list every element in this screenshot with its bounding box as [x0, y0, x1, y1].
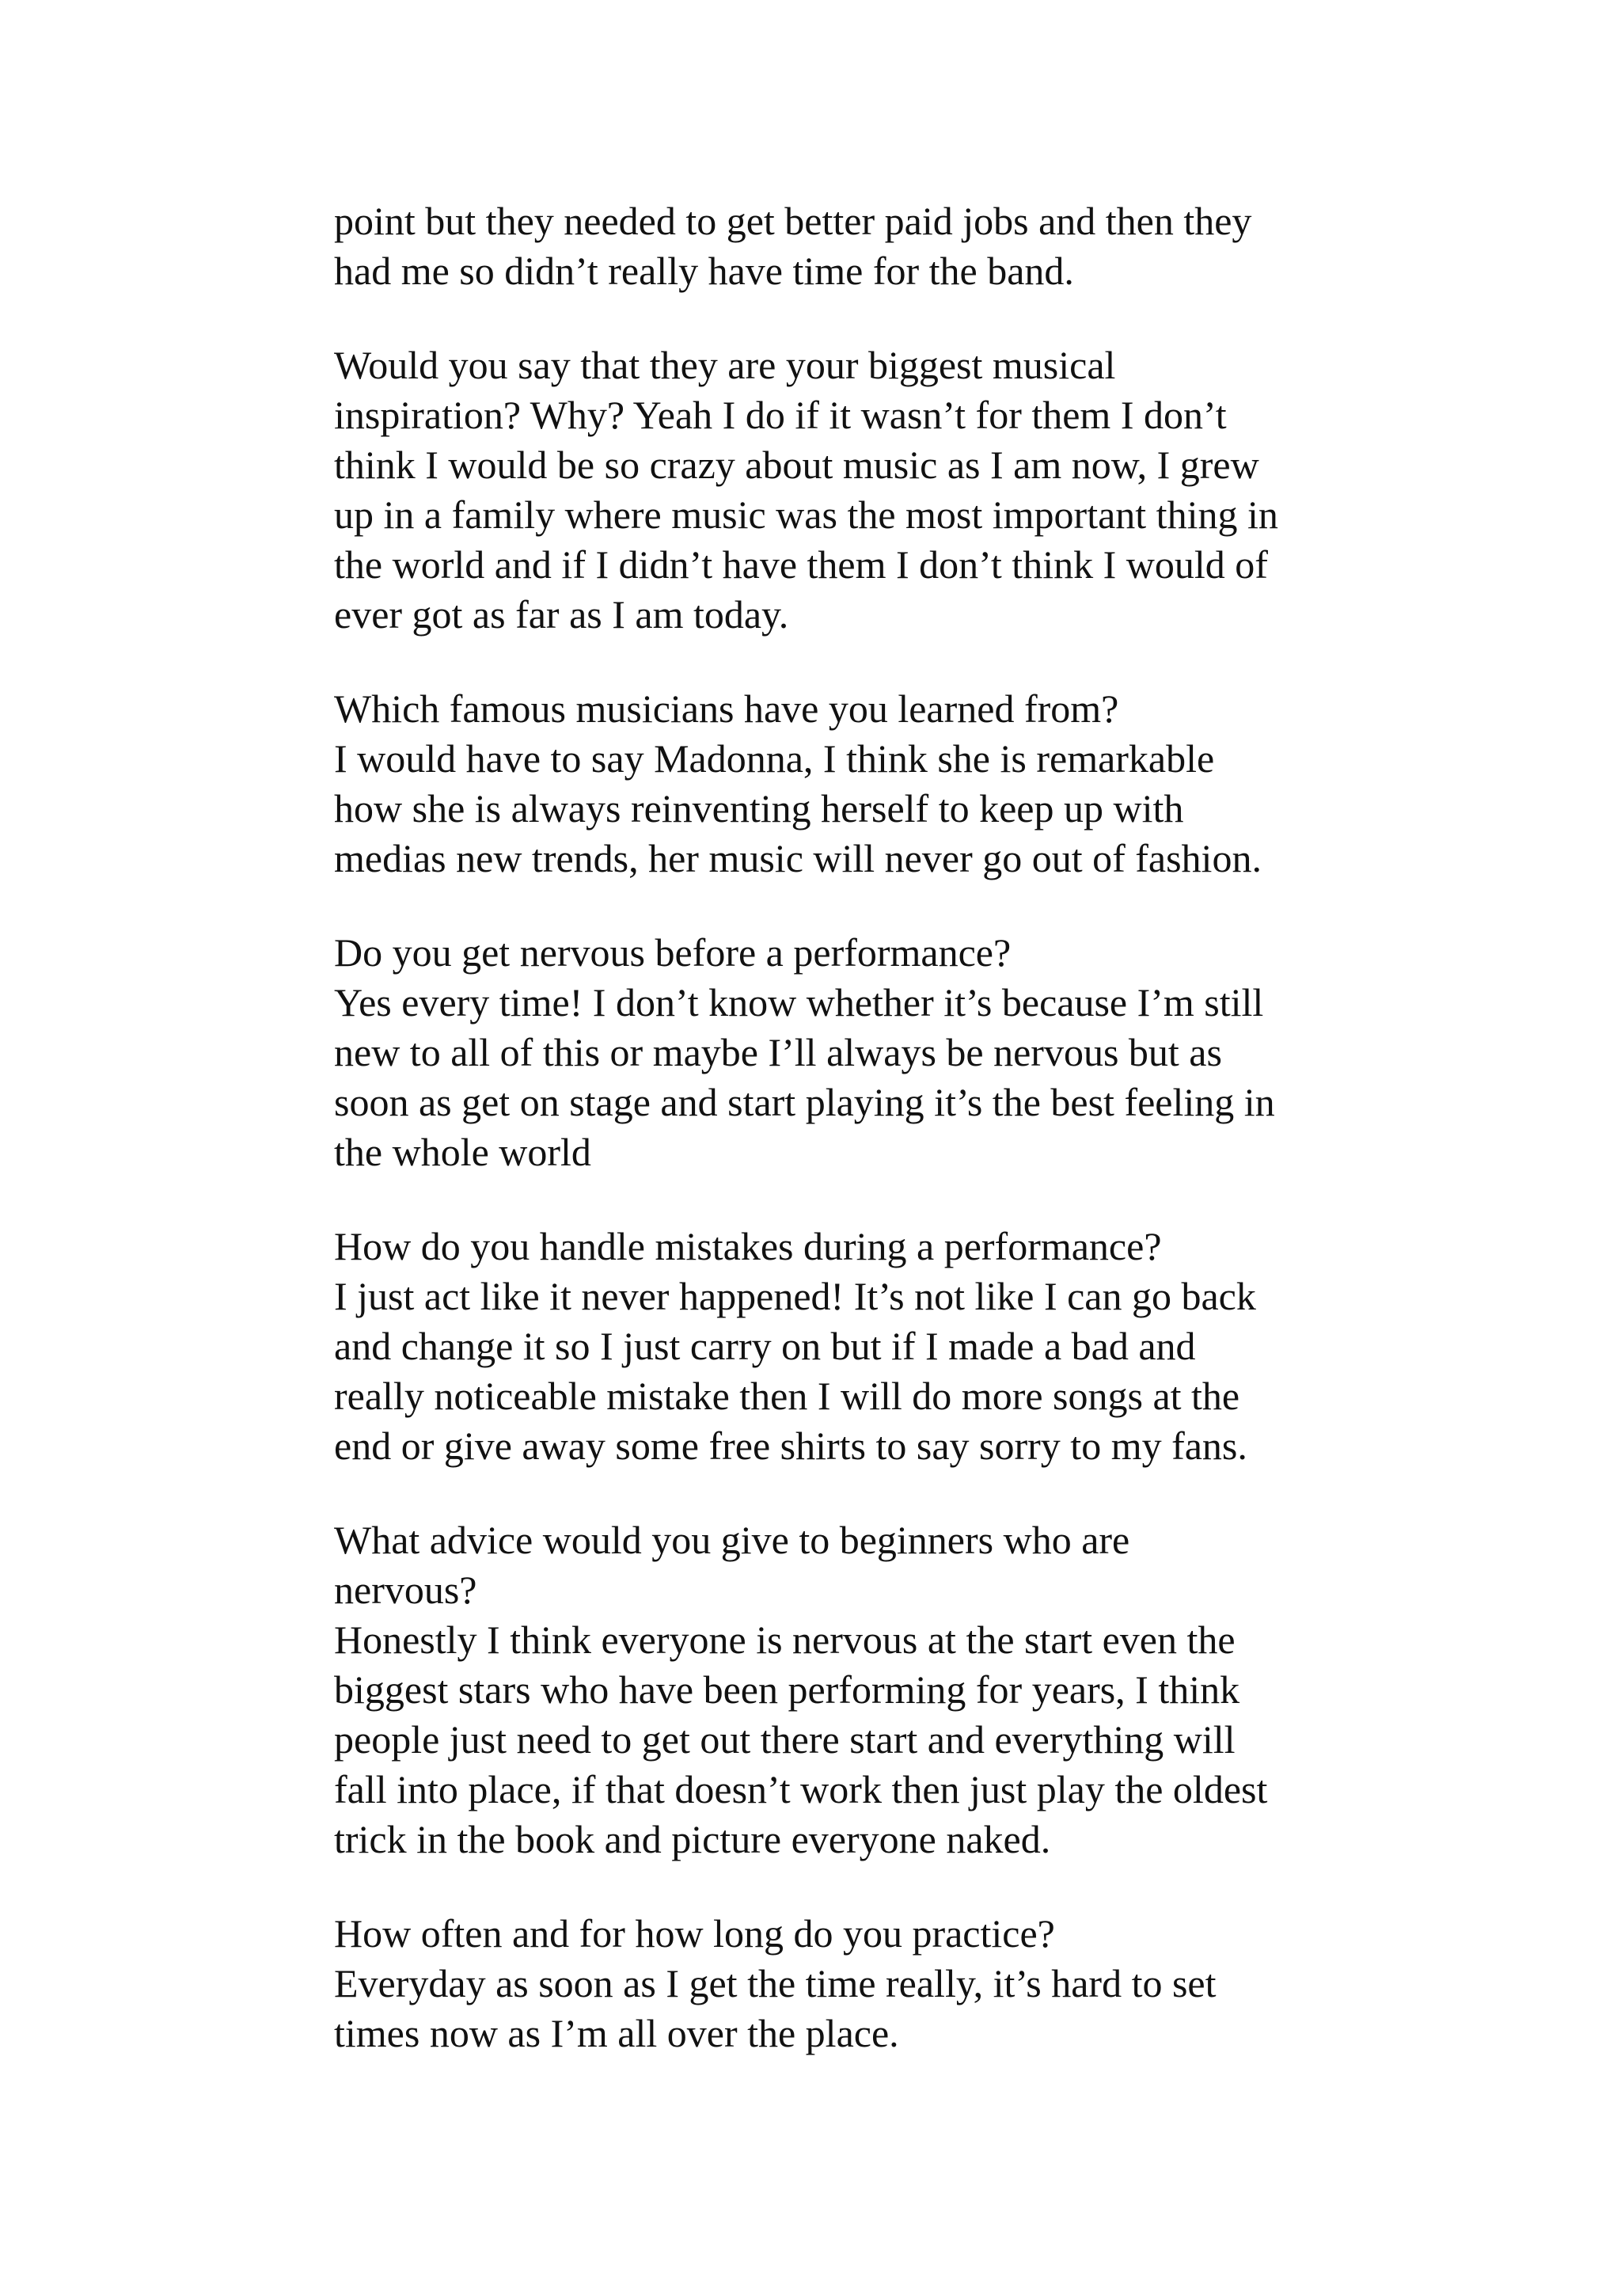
- text-line: up in a family where music was the most important thing in: [334, 492, 1278, 537]
- text-line: How do you handle mistakes during a performance?: [334, 1224, 1162, 1268]
- text-line: the world and if I didn’t have them I don’t think I would of: [334, 542, 1268, 587]
- text-line: the whole world: [334, 1130, 591, 1174]
- paragraph-handle-mistakes: [334, 1222, 1387, 1471]
- paragraph-musical-inspiration: [334, 340, 1387, 640]
- text-line: end or give away some free shirts to say sorry to my fans.: [334, 1424, 1247, 1468]
- text-line: Honestly I think everyone is nervous at the start even the: [334, 1617, 1236, 1662]
- text-line: Yes every time! I don’t know whether it’s because I’m still: [334, 980, 1264, 1024]
- text-line: I would have to say Madonna, I think she is remarkable: [334, 736, 1215, 781]
- text-line: Would you say that they are your biggest musical: [334, 343, 1116, 387]
- text-line: biggest stars who have been performing for years, I think: [334, 1667, 1240, 1712]
- text-line: soon as get on stage and start playing it’s the best feeling in: [334, 1080, 1275, 1124]
- text-line: new to all of this or maybe I’ll always be nervous but as: [334, 1030, 1222, 1074]
- text-line: nervous?: [334, 1568, 477, 1612]
- text-line: Which famous musicians have you learned from?: [334, 686, 1119, 731]
- paragraph-practice: [334, 1909, 1387, 2058]
- text-line: had me so didn’t really have time for the band.: [334, 249, 1074, 293]
- text-line: Do you get nervous before a performance?: [334, 930, 1012, 975]
- text-line: inspiration? Why? Yeah I do if it wasn’t for them I don’t: [334, 393, 1227, 437]
- paragraph-advice-beginners: [334, 1515, 1387, 1865]
- text-line: and change it so I just carry on but if I made a bad and: [334, 1324, 1196, 1368]
- text-line: people just need to get out there start and everything will: [334, 1717, 1236, 1762]
- text-line: How often and for how long do you practice?: [334, 1911, 1055, 1956]
- text-line: times now as I’m all over the place.: [334, 2011, 899, 2055]
- paragraph-band-jobs: [334, 196, 1387, 296]
- text-line: really noticeable mistake then I will do more songs at the: [334, 1374, 1240, 1418]
- text-line: I just act like it never happened! It’s not like I can go back: [334, 1274, 1256, 1318]
- text-line: Everyday as soon as I get the time really, it’s hard to set: [334, 1961, 1217, 2005]
- text-line: medias new trends, her music will never go out of fashion.: [334, 836, 1262, 880]
- text-line: ever got as far as I am today.: [334, 592, 789, 637]
- text-line: trick in the book and picture everyone naked.: [334, 1817, 1051, 1861]
- text-line: think I would be so crazy about music as I am now, I grew: [334, 443, 1259, 487]
- text-line: how she is always reinventing herself to keep up with: [334, 786, 1184, 831]
- text-line: point but they needed to get better paid jobs and then they: [334, 199, 1252, 243]
- paragraph-nervous-performance: [334, 928, 1387, 1177]
- paragraph-famous-musicians: [334, 684, 1387, 884]
- text-line: What advice would you give to beginners who are: [334, 1518, 1130, 1562]
- text-line: fall into place, if that doesn’t work then just play the oldest: [334, 1767, 1268, 1811]
- interview-text: [334, 196, 1387, 2103]
